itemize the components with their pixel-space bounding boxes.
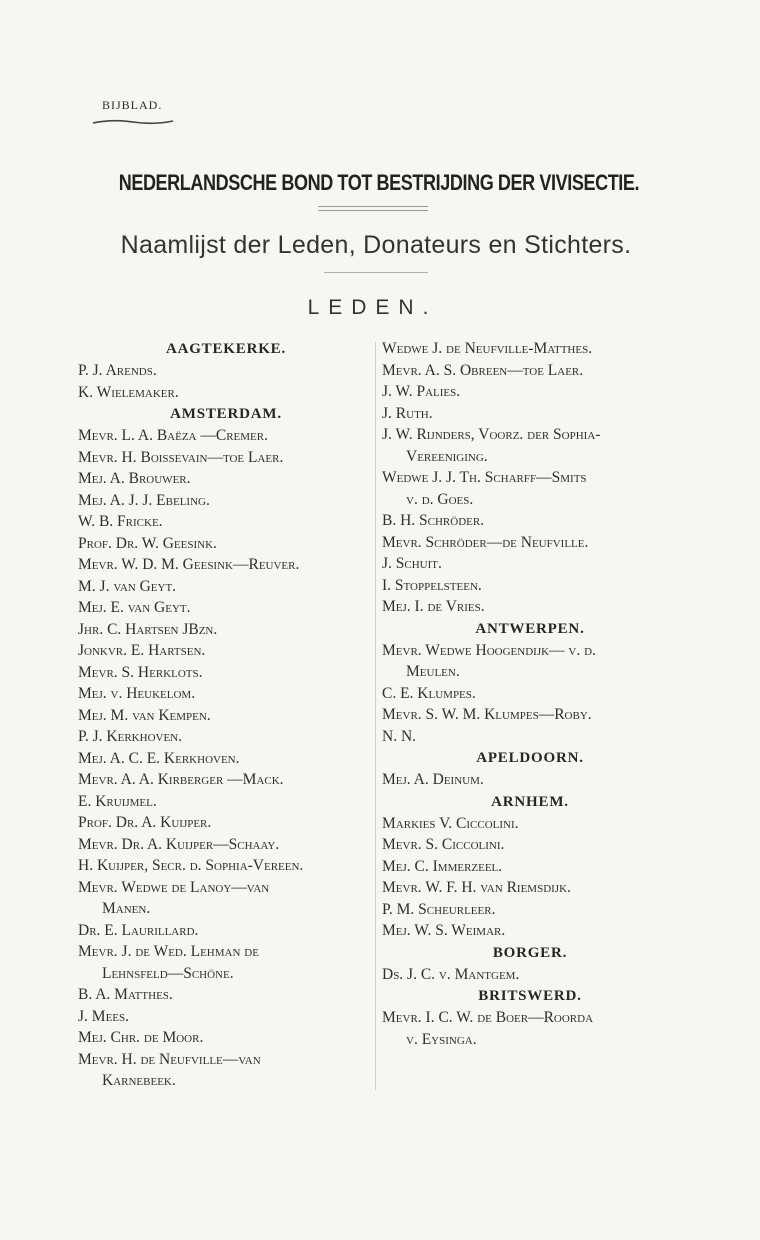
member-entry — [382, 834, 678, 856]
member-name: Jhr. C. Hartsen JBzn. — [78, 620, 218, 638]
place-heading: AMSTERDAM. — [170, 406, 282, 422]
member-name: Mej. C. Immerzeel. — [382, 857, 503, 875]
member-name: B. H. Schröder. — [382, 512, 485, 529]
member-name-continuation: v. d. Goes. — [406, 490, 474, 508]
section-heading: LEDEN. — [307, 296, 438, 319]
member-entry — [78, 791, 374, 813]
member-entry — [382, 726, 678, 748]
place-heading: BRITSWERD. — [478, 988, 582, 1004]
left-column — [78, 338, 374, 1092]
member-name: Mevr. Wedwe Hoogendijk— v. d. — [382, 641, 596, 659]
society-title: NEDERLANDSCHE BOND TOT BESTRIJDING DER VIVISECTIE. — [118, 170, 640, 195]
member-entry — [78, 576, 374, 598]
member-entry — [78, 769, 374, 791]
member-entry — [78, 468, 374, 490]
member-entry — [78, 812, 374, 834]
member-entry — [78, 1027, 374, 1049]
member-entry — [78, 877, 374, 920]
place-heading: BORGER. — [492, 944, 568, 961]
member-name: Mevr. S. W. M. Klumpes—Roby. — [382, 706, 592, 723]
member-entry — [382, 813, 678, 835]
member-name: Mej. v. Heukelom. — [78, 685, 196, 702]
member-entry — [382, 424, 678, 467]
member-name: J. Schuit. — [382, 555, 442, 572]
member-name: J. W. Palies. — [382, 383, 461, 400]
member-name: J. W. Rijnders, Voorz. der Sophia- — [382, 426, 601, 443]
member-entry — [78, 941, 374, 984]
member-name: Mevr. W. F. H. van Riemsdijk. — [382, 879, 571, 896]
list-subtitle: Naamlijst der Leden, Donateurs en Stichters. — [120, 231, 632, 259]
member-name-continuation: Vereeniging. — [406, 447, 488, 465]
member-entry — [78, 984, 374, 1006]
member-name: Mej. W. S. Weimar. — [382, 922, 506, 939]
member-entry — [382, 381, 678, 403]
title-double-rule — [318, 206, 428, 213]
member-name-continuation: Lehnsfeld—Schöne. — [102, 964, 234, 982]
member-name: Markies V. Ciccolini. — [382, 814, 519, 832]
place-heading: APELDOORN. — [476, 750, 584, 766]
member-name: Mej. A. C. E. Kerkhoven. — [78, 749, 240, 767]
member-name: Mevr. L. A. Baëza —Cremer. — [78, 427, 268, 444]
member-name: Mevr. W. D. M. Geesink—Reuver. — [78, 556, 300, 573]
member-entry — [382, 856, 678, 878]
place-heading: AAGTEKERKE. — [165, 341, 287, 357]
right-column — [382, 338, 678, 1050]
member-entry — [78, 726, 374, 748]
member-name: Mej. E. van Geyt. — [78, 599, 191, 616]
subtitle-rule — [324, 272, 428, 273]
member-entry — [382, 467, 678, 510]
member-entry — [382, 360, 678, 382]
member-name: Dr. E. Laurillard. — [78, 921, 199, 939]
member-entry — [78, 447, 374, 469]
member-entry — [78, 920, 374, 942]
member-entry — [78, 662, 374, 684]
member-name: Mevr. H. Boissevain—toe Laer. — [78, 448, 284, 466]
member-entry — [382, 920, 678, 942]
place-heading: ARNHEM. — [491, 793, 569, 810]
member-name: P. J. Kerkhoven. — [78, 728, 182, 745]
column-divider — [375, 342, 376, 1090]
member-entry — [382, 510, 678, 532]
member-entry — [78, 834, 374, 856]
member-name: J. Mees. — [78, 1007, 129, 1025]
member-entry — [78, 360, 374, 382]
member-name: Mevr. Dr. A. Kuijper—Schaay. — [78, 835, 280, 853]
member-name: C. E. Klumpes. — [382, 684, 476, 702]
member-entry — [78, 683, 374, 705]
member-entry — [382, 338, 678, 360]
member-entry — [78, 619, 374, 641]
member-entry — [382, 964, 678, 986]
member-entry — [382, 769, 678, 791]
member-entry — [382, 596, 678, 618]
member-name: Wedwe J. J. Th. Scharff—Smits — [382, 469, 587, 486]
member-name: Mej. M. van Kempen. — [78, 706, 211, 724]
member-entry — [382, 553, 678, 575]
member-entry — [78, 1006, 374, 1028]
member-entry — [382, 640, 678, 683]
member-name: E. Kruijmel. — [78, 792, 157, 810]
member-entry — [78, 597, 374, 619]
member-entry — [78, 640, 374, 662]
member-entry — [78, 1049, 374, 1092]
member-entry — [78, 554, 374, 576]
member-name: K. Wielemaker. — [78, 383, 179, 401]
member-name: I. Stoppelsteen. — [382, 576, 482, 594]
member-name: Mej. A. Brouwer. — [78, 470, 191, 487]
place-heading: ANTWERPEN. — [475, 620, 585, 637]
member-entry — [78, 533, 374, 555]
member-name: B. A. Matthes. — [78, 986, 173, 1003]
member-entry — [382, 683, 678, 705]
member-entry — [382, 532, 678, 554]
member-entry — [78, 490, 374, 512]
member-name: M. J. van Geyt. — [78, 577, 177, 595]
member-name: Ds. J. C. v. Mantgem. — [382, 965, 520, 983]
member-name: Mevr. Wedwe de Lanoy—van — [78, 878, 270, 896]
bijblad-label: BIJBLAD. — [102, 98, 163, 112]
member-name: J. Ruth. — [382, 404, 433, 422]
member-entry — [78, 855, 374, 877]
member-name: P. J. Arends. — [78, 362, 157, 379]
member-entry — [382, 1007, 678, 1050]
member-entry — [382, 899, 678, 921]
member-name: Mevr. A. S. Obreen—toe Laer. — [382, 361, 584, 379]
member-name: Mevr. Schröder—de Neufville. — [382, 533, 589, 551]
member-name: Mej. Chr. de Moor. — [78, 1029, 204, 1046]
member-name: Mevr. H. de Neufville—van — [78, 1050, 261, 1068]
member-name: Mej. I. de Vries. — [382, 598, 485, 615]
member-name: H. Kuijper, Secr. d. Sophia-Vereen. — [78, 857, 304, 874]
member-entry — [382, 575, 678, 597]
member-name: Jonkvr. E. Hartsen. — [78, 642, 206, 659]
member-name: N. N. — [382, 727, 417, 745]
member-name: Prof. Dr. W. Geesink. — [78, 534, 217, 552]
member-name: W. B. Fricke. — [78, 513, 163, 530]
member-name: Mevr. S. Herklots. — [78, 663, 203, 681]
member-entry — [78, 425, 374, 447]
member-entry — [78, 748, 374, 770]
member-name: P. M. Scheurleer. — [382, 900, 496, 918]
member-name-continuation: Meulen. — [406, 663, 460, 680]
member-entry — [78, 382, 374, 404]
member-entry — [78, 705, 374, 727]
member-name: Mevr. S. Ciccolini. — [382, 836, 505, 853]
member-name: Mevr. A. A. Kirberger —Mack. — [78, 771, 284, 788]
member-name-continuation: v. Eysinga. — [406, 1030, 477, 1048]
member-name: Mej. A. Deinum. — [382, 771, 484, 788]
member-name: Prof. Dr. A. Kuijper. — [78, 814, 212, 831]
member-entry — [78, 511, 374, 533]
member-name: Wedwe J. de Neufville-Matthes. — [382, 340, 593, 357]
ornamental-rule — [92, 118, 174, 126]
member-name: Mevr. I. C. W. de Boer—Roorda — [382, 1009, 594, 1026]
member-entry — [382, 403, 678, 425]
member-name: Mej. A. J. J. Ebeling. — [78, 491, 210, 509]
member-entry — [382, 704, 678, 726]
member-name-continuation: Manen. — [102, 900, 151, 917]
member-entry — [382, 877, 678, 899]
member-name-continuation: Karnebeek. — [102, 1072, 176, 1089]
member-name: Mevr. J. de Wed. Lehman de — [78, 943, 259, 960]
